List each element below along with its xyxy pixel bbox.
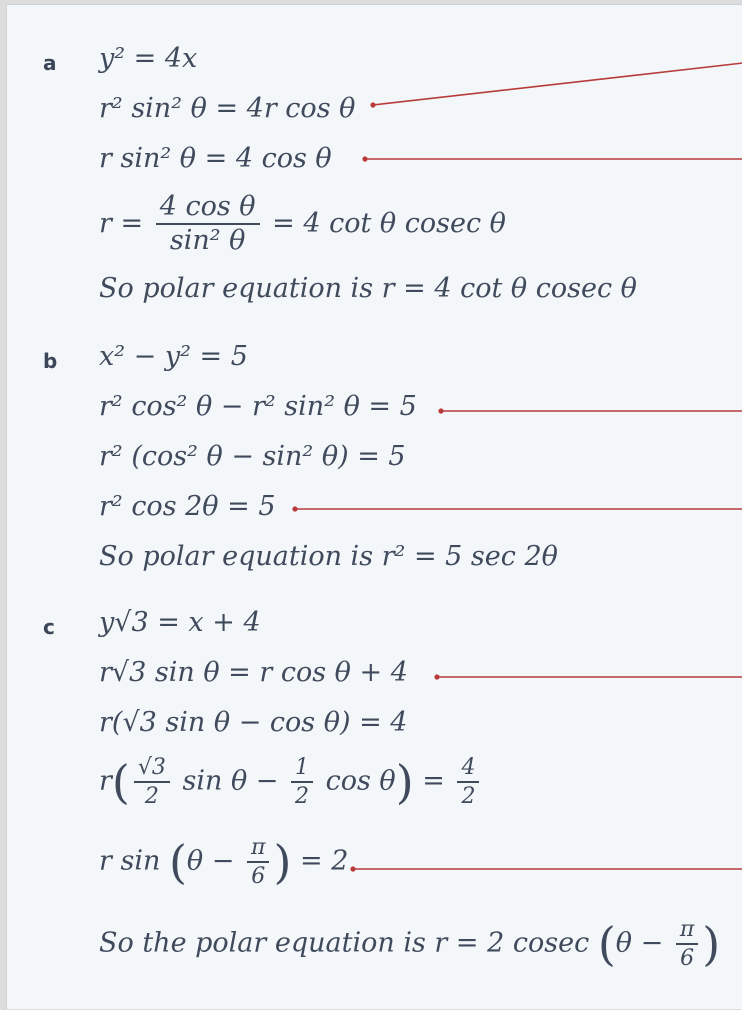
part-c-line-4-eq: = <box>422 765 445 797</box>
part-a-label: a <box>43 51 57 75</box>
part-c-fraction-3-denominator: 2 <box>461 784 476 809</box>
part-b-label: b <box>43 349 58 373</box>
part-a-line-4-lhs: r = <box>99 207 144 239</box>
part-c-label: c <box>43 615 55 639</box>
part-c-line-5-fraction-denominator: 6 <box>251 864 266 889</box>
right-paren: ) <box>273 835 292 889</box>
leader-dot-c1 <box>434 674 439 679</box>
leader-dot-b1 <box>438 408 443 413</box>
part-c-fraction-2-numerator: 1 <box>291 756 313 783</box>
part-a-fraction-denominator: sin² θ <box>169 225 246 257</box>
part-c-line-5-fraction-numerator: π <box>247 836 269 863</box>
part-c-line-4-cos: cos θ <box>325 765 396 797</box>
right-paren: ) <box>395 755 414 809</box>
part-c-fraction-1-denominator: 2 <box>144 784 159 809</box>
part-c-line-4-r: r <box>99 765 112 797</box>
part-a-conclusion: So polar equation is r = 4 cot θ cosec θ <box>99 273 637 304</box>
leader-dot-c2 <box>350 866 355 871</box>
part-a-line-2: r² sin² θ = 4r cos θ <box>99 93 356 124</box>
part-c-fraction-1-numerator: √3 <box>134 756 170 783</box>
part-b-line-1: x² − y² = 5 <box>99 341 248 372</box>
left-paren: ( <box>597 917 616 971</box>
leader-dot-a1 <box>370 102 375 107</box>
part-c-conclusion-fraction-numerator: π <box>676 918 698 945</box>
part-b-conclusion: So polar equation is r² = 5 sec 2θ <box>99 541 558 572</box>
left-paren: ( <box>168 835 187 889</box>
part-c-line-3: r(√3 sin θ − cos θ) = 4 <box>99 707 408 738</box>
part-c-fraction-2-denominator: 2 <box>295 784 310 809</box>
part-c-line-2: r√3 sin θ = r cos θ + 4 <box>99 657 408 688</box>
part-c-conclusion-fraction-denominator: 6 <box>680 946 695 971</box>
leader-dot-b2 <box>292 506 297 511</box>
part-c-conclusion-theta: θ − <box>615 927 664 959</box>
part-b-line-3: r² (cos² θ − sin² θ) = 5 <box>99 441 406 472</box>
part-c-fraction-3-numerator: 4 <box>457 756 479 783</box>
part-b-line-4: r² cos 2θ = 5 <box>99 491 276 522</box>
part-b-line-2: r² cos² θ − r² sin² θ = 5 <box>99 391 417 422</box>
annotation-leader-lines <box>7 5 742 1009</box>
leader-line-a1 <box>373 63 742 105</box>
part-c-line-5-post: = 2 <box>300 845 349 877</box>
leader-dot-a2 <box>362 156 367 161</box>
part-c-line-1: y√3 = x + 4 <box>99 607 261 638</box>
left-paren: ( <box>111 755 130 809</box>
right-paren: ) <box>702 917 721 971</box>
part-c-conclusion-pre: So the polar equation is r = 2 cosec <box>99 927 590 959</box>
part-c-line-5-pre: r sin <box>99 845 161 877</box>
solution-page <box>6 4 742 1009</box>
part-a-line-4-rhs: = 4 cot θ cosec θ <box>272 207 506 239</box>
part-a-fraction-numerator: 4 cos θ <box>156 193 260 225</box>
part-c-line-4-mid: sin θ − <box>182 765 279 797</box>
part-a-line-3: r sin² θ = 4 cos θ <box>99 143 332 174</box>
part-a-line-1: y² = 4x <box>99 43 198 74</box>
part-c-line-5-theta: θ − <box>186 845 235 877</box>
